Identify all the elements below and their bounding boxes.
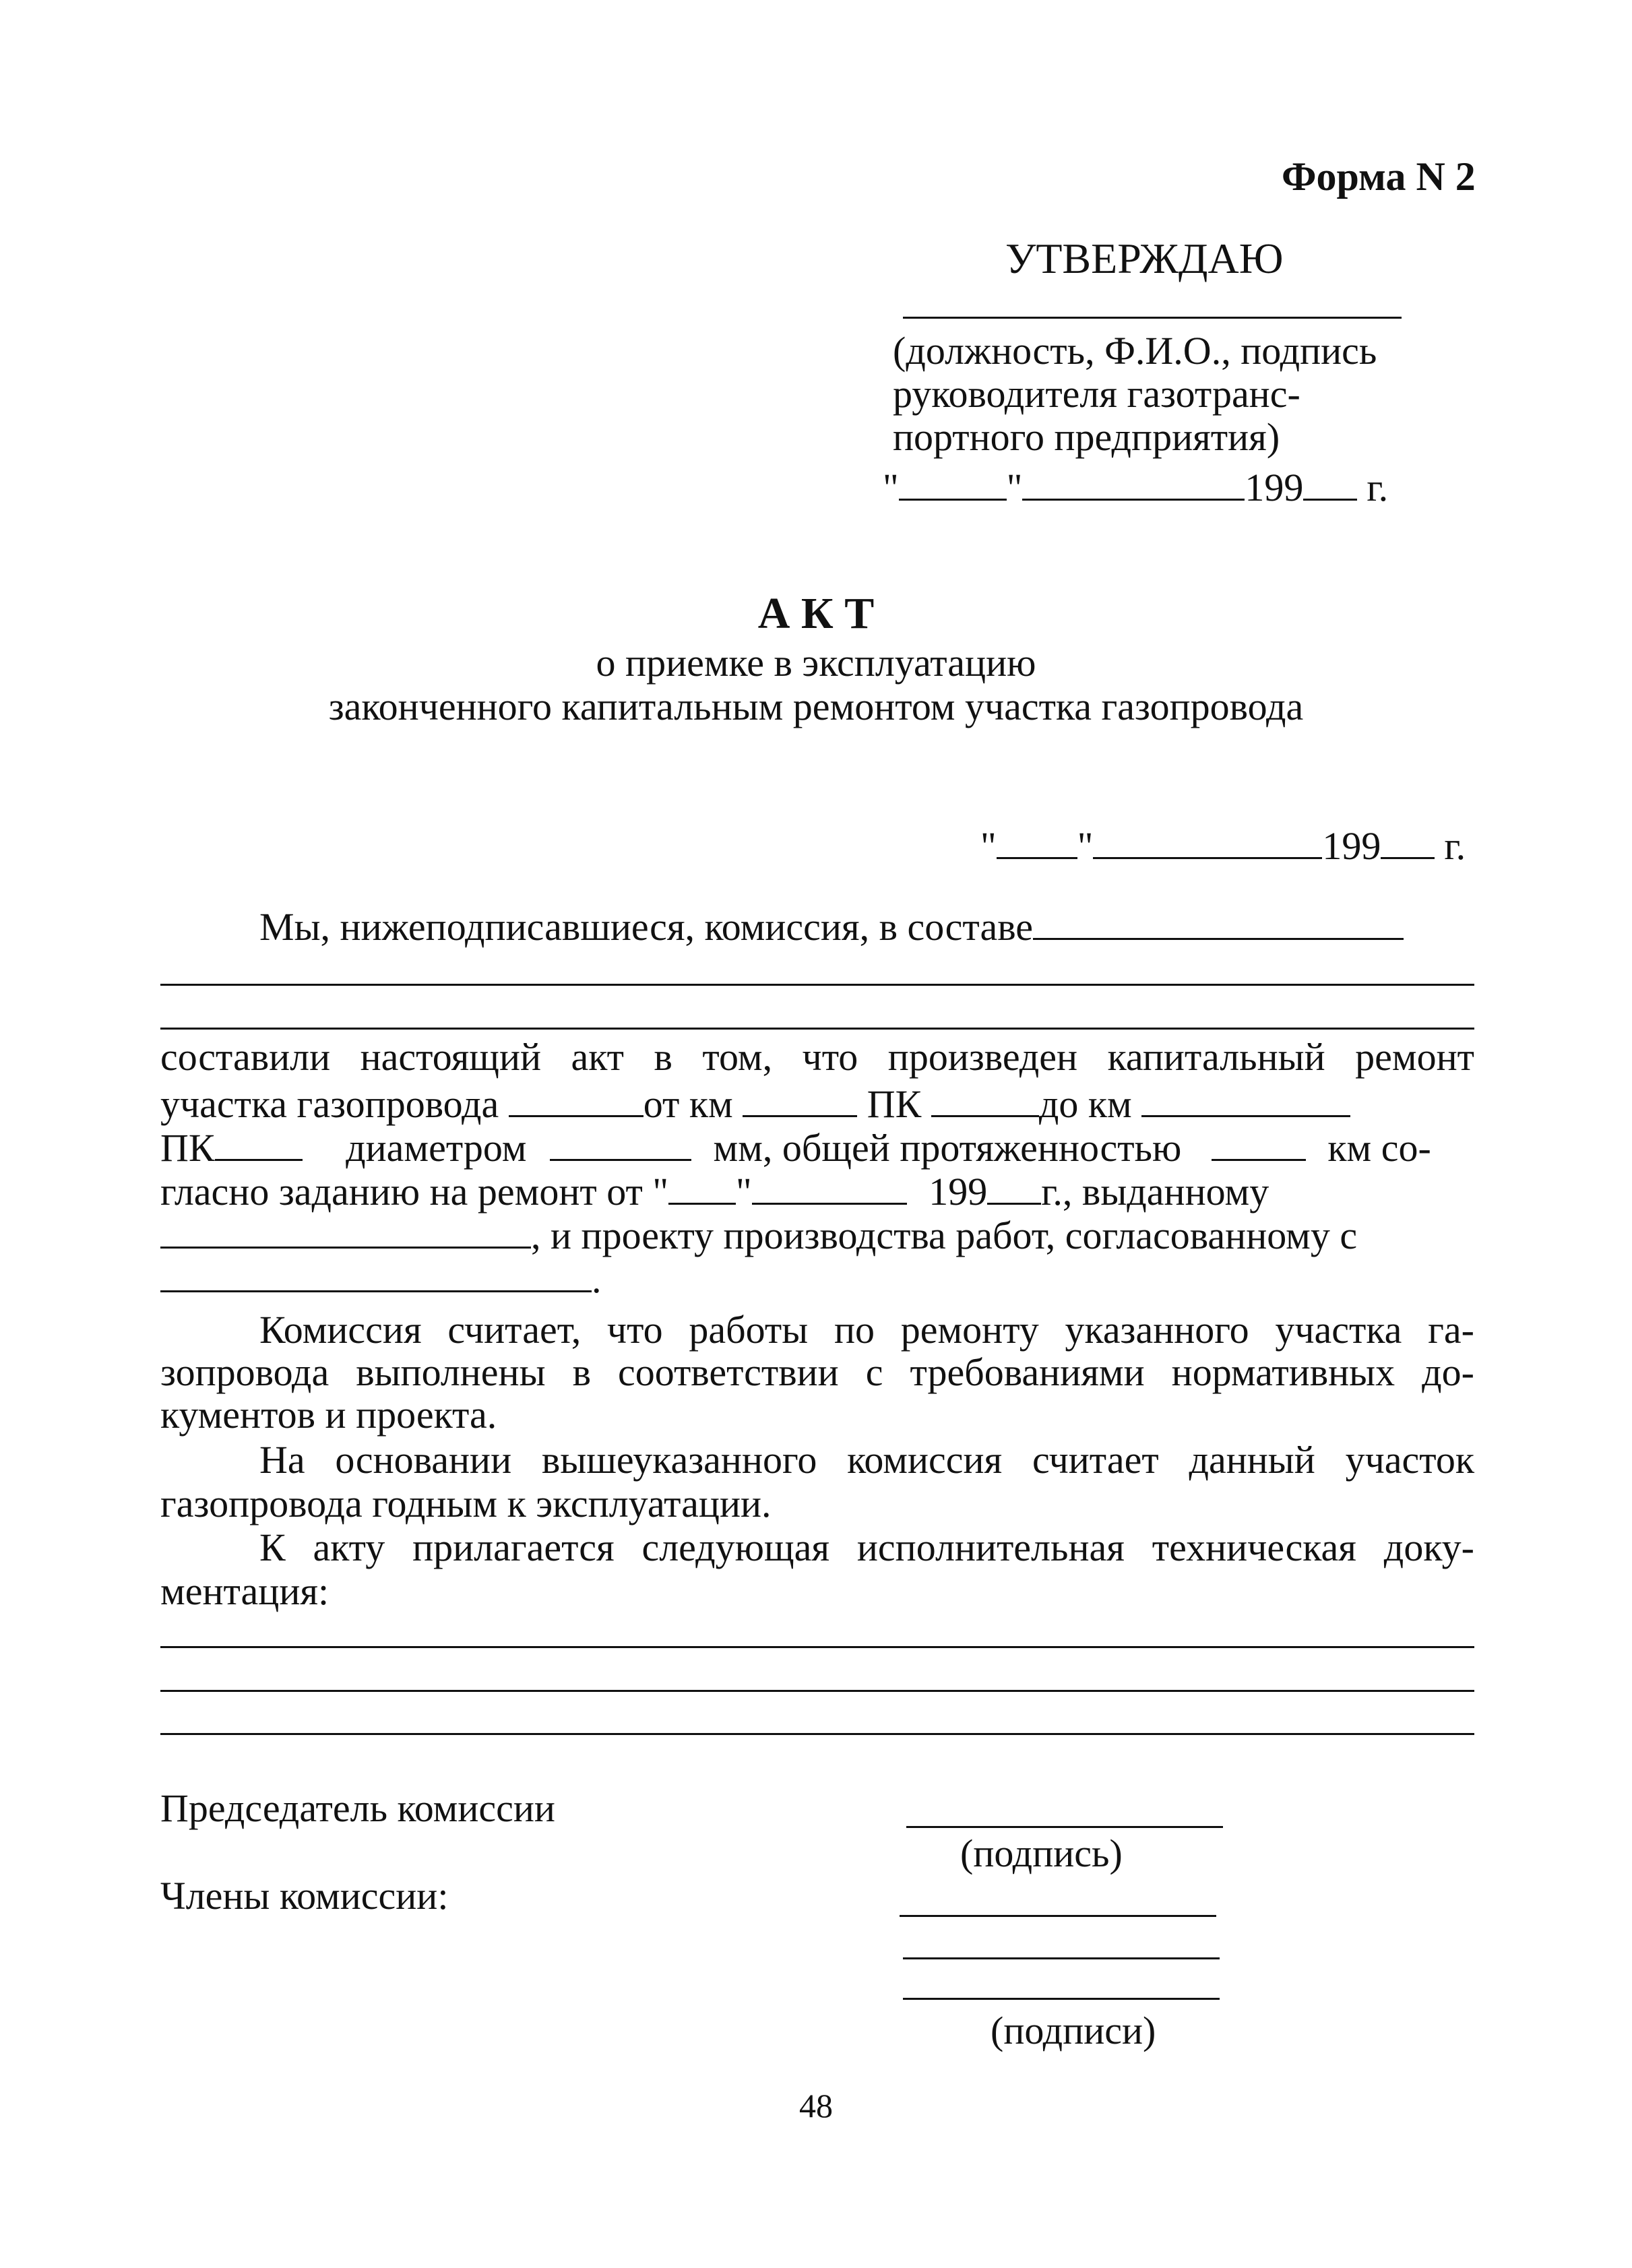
day-blank: [899, 464, 1007, 501]
date-year-suffix: г.: [1367, 466, 1389, 510]
approval-heading: УТВЕРЖДАЮ: [1005, 234, 1284, 282]
commission-members-blank: [1033, 903, 1404, 940]
member-signature-line-2: [903, 1957, 1220, 1959]
p1-line6: [160, 1255, 602, 1302]
p1-line2: [160, 1080, 1350, 1127]
p1-l2-text-c: ПК: [867, 1082, 922, 1127]
p1-l3-text-c: мм, общей протяженностью: [713, 1126, 1182, 1170]
documentation-line-2: [160, 1690, 1474, 1692]
from-km-blank: [743, 1080, 857, 1117]
p1-line1: составили настоящий акт в том, что произведен капитальный ремонт: [160, 1035, 1474, 1079]
approval-date: [883, 464, 1389, 510]
act-subtitle-line1: о приемке в эксплуатацию: [596, 641, 1036, 685]
act-date-quote-open: ": [980, 824, 997, 869]
task-month-blank: [752, 1168, 907, 1205]
act-month-blank: [1093, 822, 1322, 859]
chairman-signature-line: [906, 1826, 1223, 1828]
p4-line1: К акту прилагается следующая исполнительная техническая доку-: [259, 1525, 1474, 1569]
p4-line2: ментация:: [160, 1569, 329, 1613]
form-number: Форма N 2: [1282, 154, 1476, 199]
p2-line1: Комиссия считает, что работы по ремонту указанного участка га-: [259, 1308, 1474, 1352]
task-day-blank: [668, 1168, 736, 1205]
approval-caption-line2: руководителя газотранс-: [893, 372, 1300, 416]
intro-text: Мы, нижеподписавшиеся, комиссия, в составе: [259, 905, 1033, 949]
approval-caption-line1: (должность, Ф.И.О., подпись: [893, 329, 1377, 373]
act-date-year: 199: [1322, 824, 1381, 869]
to-km-blank: [1141, 1080, 1350, 1117]
documentation-line-1: [160, 1646, 1474, 1648]
p1-l4-text-a: гласно заданию на ремонт от ": [160, 1170, 668, 1214]
act-date-quote-close: ": [1077, 824, 1094, 869]
act-title: А К Т: [757, 589, 875, 638]
section-number-blank: [509, 1080, 644, 1117]
act-date: [980, 822, 1466, 869]
date-quote-close: ": [1006, 466, 1023, 510]
member-signature-line-3: [903, 1998, 1220, 2000]
act-date-suffix: г.: [1444, 824, 1466, 869]
page-number: 48: [799, 2087, 833, 2124]
p2-line2: зопровода выполнены в соответствии с требованиями нормативных до-: [160, 1350, 1474, 1394]
p1-l4-text-c: 199: [929, 1170, 988, 1214]
chairman-label: Председатель комиссии: [160, 1786, 555, 1830]
p1-l3-text-d: км со-: [1327, 1126, 1431, 1170]
act-day-blank: [997, 822, 1077, 859]
p2-line3: кументов и проекта.: [160, 1393, 497, 1437]
year-blank: [1303, 464, 1357, 501]
commission-intro: [259, 903, 1404, 947]
act-subtitle-line2: законченного капитальным ремонтом участка газопровода: [328, 685, 1304, 728]
p1-l2-text-d: до км: [1038, 1082, 1132, 1127]
p1-l4-text-b: ": [736, 1170, 752, 1214]
p1-line5: [160, 1211, 1358, 1258]
agreed-with-blank: [160, 1255, 592, 1292]
length-blank: [1212, 1124, 1306, 1161]
chairman-signature-caption: (подпись): [960, 1831, 1123, 1875]
date-year: 199: [1245, 466, 1304, 510]
approval-caption-line3: портного предприятия): [893, 415, 1280, 459]
p1-l5-text: , и проекту производства работ, согласованному с: [531, 1214, 1358, 1258]
date-quote-open: ": [883, 466, 899, 510]
p3-line1: На основании вышеуказанного комиссия считает данный участок: [259, 1438, 1474, 1482]
p1-l6-text: .: [592, 1257, 602, 1302]
p1-l3-text-b: диаметром: [346, 1126, 527, 1170]
to-pk-blank: [215, 1124, 303, 1161]
approval-signature-line: [903, 317, 1402, 319]
documentation-line-3: [160, 1733, 1474, 1735]
issuer-blank: [160, 1211, 531, 1249]
p1-l2-text-b: от км: [643, 1082, 733, 1127]
p1-l2-text-a: участка газопровода: [160, 1082, 499, 1127]
p3-line2: газопровода годным к эксплуатации.: [160, 1482, 772, 1525]
commission-blank-line-2: [160, 1028, 1474, 1030]
task-year-blank: [987, 1168, 1041, 1205]
from-pk-blank: [931, 1080, 1039, 1117]
act-year-blank: [1381, 822, 1435, 859]
p1-l4-text-d: г., выданному: [1041, 1170, 1269, 1214]
members-label: Члены комиссии:: [160, 1874, 449, 1918]
members-signatures-caption: (подписи): [991, 2009, 1156, 2052]
p1-l3-text-a: ПК: [160, 1126, 215, 1170]
commission-blank-line-1: [160, 984, 1474, 986]
month-blank: [1022, 464, 1245, 501]
p1-line4: [160, 1168, 1269, 1214]
member-signature-line-1: [900, 1915, 1216, 1917]
p1-line3: [160, 1124, 1431, 1168]
diameter-blank: [550, 1124, 691, 1161]
